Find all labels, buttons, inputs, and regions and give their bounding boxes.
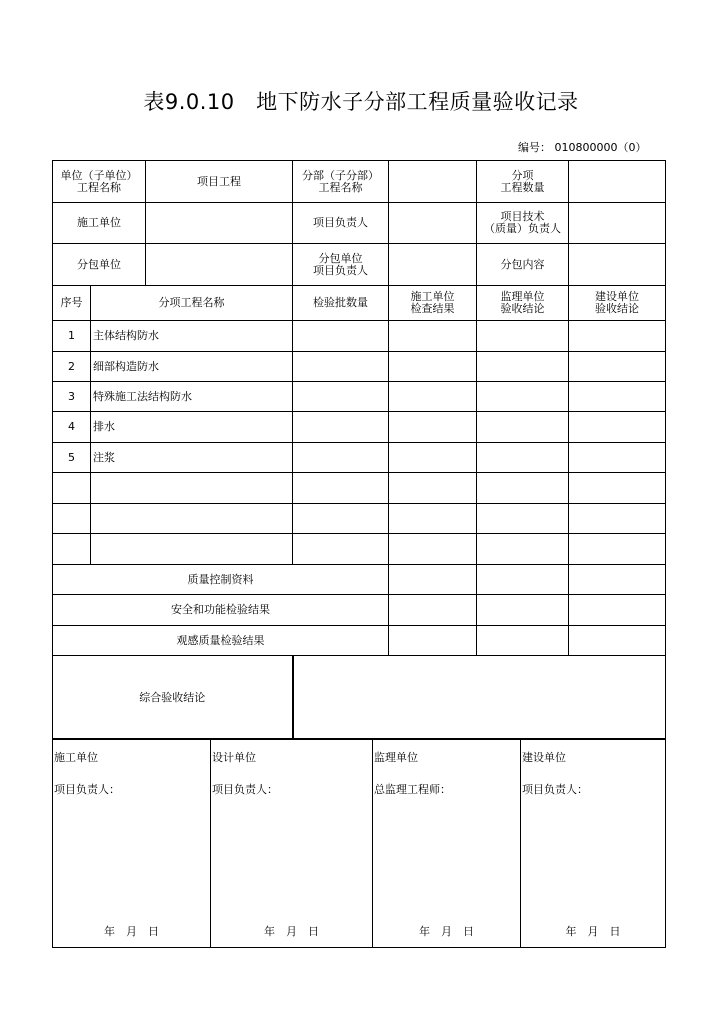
appearance-results-construction[interactable] — [389, 626, 477, 656]
subitem-count-value[interactable] — [569, 161, 666, 203]
row-name: 注浆 — [91, 443, 293, 473]
row-owner-cell[interactable] — [569, 534, 666, 565]
subdivision-label: 分部（子分部） 工程名称 — [293, 161, 389, 203]
row-owner-cell[interactable] — [569, 382, 666, 412]
signature-date: 年 月 日 — [419, 925, 474, 938]
subcontractor-label: 分包单位 — [53, 244, 146, 286]
tech-leader-value[interactable] — [569, 203, 666, 244]
row-seq — [53, 473, 91, 504]
row-name: 排水 — [91, 412, 293, 443]
table-row — [53, 534, 666, 565]
subitem-count-label: 分项 工程数量 — [477, 161, 569, 203]
appearance-results-owner[interactable] — [569, 626, 666, 656]
row-owner-cell[interactable] — [569, 473, 666, 504]
constructor-label: 施工单位 — [53, 203, 146, 244]
row-batch-cell[interactable] — [293, 473, 389, 504]
quality-docs-construction[interactable] — [389, 565, 477, 595]
signature-construction[interactable] — [53, 739, 211, 948]
appearance-results-label: 观感质量检验结果 — [53, 626, 389, 656]
subcontractor-value[interactable] — [146, 244, 293, 286]
unit-project-label: 单位（子单位） 工程名称 — [53, 161, 146, 203]
row-batch-cell[interactable] — [293, 352, 389, 382]
safety-results-supervision[interactable] — [477, 595, 569, 626]
row-seq: 4 — [53, 412, 91, 443]
row-name[interactable] — [91, 473, 293, 504]
row-seq: 3 — [53, 382, 91, 412]
row-supervision-cell[interactable] — [477, 504, 569, 534]
inspection-record-table — [52, 160, 666, 740]
row-owner-cell[interactable] — [569, 504, 666, 534]
signature-supervision[interactable] — [373, 739, 521, 948]
signature-table — [52, 738, 666, 948]
row-supervision-cell[interactable] — [477, 443, 569, 473]
row-supervision-cell[interactable] — [477, 534, 569, 565]
signature-date: 年 月 日 — [565, 925, 621, 938]
appearance-results-supervision[interactable] — [477, 626, 569, 656]
row-construction-cell[interactable] — [389, 382, 477, 412]
sub-content-label: 分包内容 — [477, 244, 569, 286]
safety-results-construction[interactable] — [389, 595, 477, 626]
sub-content-value[interactable] — [569, 244, 666, 286]
table-row — [53, 504, 666, 534]
signature-person-label: 项目负责人： — [212, 783, 278, 796]
row-owner-cell[interactable] — [569, 321, 666, 352]
row-batch-cell[interactable] — [293, 412, 389, 443]
signature-person-label: 总监理工程师： — [374, 783, 451, 796]
column-header-batch: 检验批数量 — [293, 286, 389, 321]
subdivision-value[interactable] — [389, 161, 477, 203]
row-batch-cell[interactable] — [293, 534, 389, 565]
table-row — [53, 352, 666, 382]
row-construction-cell[interactable] — [389, 473, 477, 504]
conclusion-value[interactable] — [293, 656, 666, 740]
column-header-supervision-check: 监理单位 验收结论 — [477, 286, 569, 321]
tech-leader-label: 项目技术 （质量）负责人 — [477, 203, 569, 244]
row-name[interactable] — [91, 504, 293, 534]
table-row — [53, 382, 666, 412]
project-leader-label: 项目负责人 — [293, 203, 389, 244]
row-supervision-cell[interactable] — [477, 352, 569, 382]
safety-results-label: 安全和功能检验结果 — [53, 595, 389, 626]
row-name: 细部构造防水 — [91, 352, 293, 382]
row-batch-cell[interactable] — [293, 321, 389, 352]
signature-unit-label: 建设单位 — [522, 751, 566, 764]
row-owner-cell[interactable] — [569, 412, 666, 443]
table-row — [53, 473, 666, 504]
signature-owner[interactable] — [521, 739, 666, 948]
row-seq: 2 — [53, 352, 91, 382]
column-header-owner-check: 建设单位 验收结论 — [569, 286, 666, 321]
sub-leader-label: 分包单位 项目负责人 — [293, 244, 389, 286]
sub-leader-value[interactable] — [389, 244, 477, 286]
column-header-seq: 序号 — [53, 286, 91, 321]
row-owner-cell[interactable] — [569, 352, 666, 382]
page-title: 表9.0.10 地下防水子分部工程质量验收记录 — [143, 90, 579, 114]
unit-project-value[interactable]: 项目工程 — [146, 161, 293, 203]
quality-docs-label: 质量控制资料 — [53, 565, 389, 595]
column-header-name: 分项工程名称 — [91, 286, 293, 321]
signature-unit-label: 施工单位 — [54, 751, 98, 764]
row-construction-cell[interactable] — [389, 412, 477, 443]
row-construction-cell[interactable] — [389, 443, 477, 473]
signature-date: 年 月 日 — [264, 925, 319, 938]
table-row — [53, 412, 666, 443]
row-batch-cell[interactable] — [293, 382, 389, 412]
signature-date: 年 月 日 — [104, 925, 159, 938]
row-construction-cell[interactable] — [389, 504, 477, 534]
row-seq — [53, 504, 91, 534]
row-construction-cell[interactable] — [389, 352, 477, 382]
row-supervision-cell[interactable] — [477, 473, 569, 504]
row-supervision-cell[interactable] — [477, 321, 569, 352]
row-name: 特殊施工法结构防水 — [91, 382, 293, 412]
row-name: 主体结构防水 — [91, 321, 293, 352]
constructor-value[interactable] — [146, 203, 293, 244]
row-supervision-cell[interactable] — [477, 412, 569, 443]
row-name[interactable] — [91, 534, 293, 565]
row-batch-cell[interactable] — [293, 504, 389, 534]
signature-person-label: 项目负责人： — [54, 783, 120, 796]
row-construction-cell[interactable] — [389, 321, 477, 352]
signature-unit-label: 设计单位 — [212, 751, 256, 764]
quality-docs-supervision[interactable] — [477, 565, 569, 595]
safety-results-owner[interactable] — [569, 595, 666, 626]
form-number: 编号： 010800000（0） — [518, 141, 647, 154]
signature-design[interactable] — [211, 739, 373, 948]
column-header-construction-check: 施工单位 检查结果 — [389, 286, 477, 321]
project-leader-value[interactable] — [389, 203, 477, 244]
table-row — [53, 321, 666, 352]
signature-person-label: 项目负责人： — [522, 783, 588, 796]
quality-docs-owner[interactable] — [569, 565, 666, 595]
row-seq: 1 — [53, 321, 91, 352]
conclusion-label: 综合验收结论 — [53, 656, 293, 740]
signature-unit-label: 监理单位 — [374, 751, 418, 764]
row-owner-cell[interactable] — [569, 443, 666, 473]
row-construction-cell[interactable] — [389, 534, 477, 565]
row-batch-cell[interactable] — [293, 443, 389, 473]
row-seq — [53, 534, 91, 565]
row-seq: 5 — [53, 443, 91, 473]
table-row — [53, 443, 666, 473]
row-supervision-cell[interactable] — [477, 382, 569, 412]
